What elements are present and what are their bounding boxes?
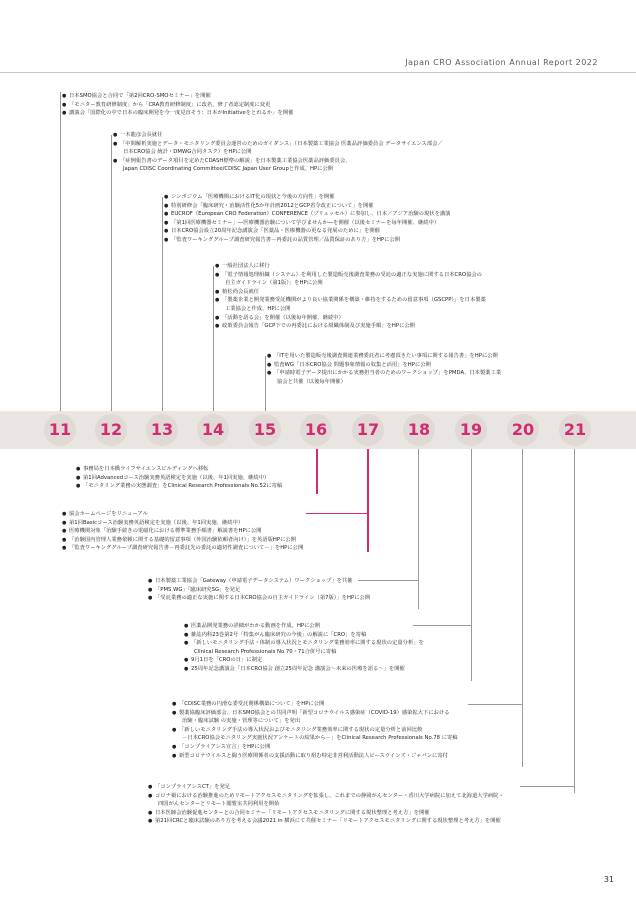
events-2012	[113, 131, 443, 174]
year-2011: 11	[44, 414, 76, 446]
events-2014	[215, 262, 486, 331]
header-divider	[0, 72, 636, 73]
connector-line-2012	[111, 135, 112, 413]
event-item: ● 「コンプライアンス宣言」をHPに公開	[172, 743, 458, 752]
event-item: ● 「症例報告書のデータ項目を定めたCDASH標準の解説」を日本製薬工業協会医薬品評価委員会、	[113, 157, 443, 166]
event-item: ● 特別研修会「臨床研究・治験活性化5か年計画2012とGCP省令改正について」を開催	[164, 202, 450, 211]
events-2019	[184, 622, 424, 674]
event-item-continued: 協会と共催（以後毎年開催）	[277, 378, 346, 385]
event-item: ● 「コンプライアンスCT」を発足	[148, 783, 504, 792]
event-item-continued: 工業協会と作成、HPに公開	[225, 305, 291, 312]
connector-line-2015	[265, 356, 266, 413]
event-item: ● 「監査ワーキンググループ調査研究報告書－再委託先の委託の適切性調査について－」をHPに公開	[62, 544, 303, 553]
event-item: ● 「中間解析実施とデータ・モニタリング委員会運営のためのガイダンス」（日本製薬工業協会 医薬品評価委員会 データサイエンス部会／	[113, 140, 443, 149]
connector-line-2018	[418, 449, 419, 609]
year-2016: 16	[300, 414, 332, 446]
event-item: ● 第1回Basicコース治験実務英語検定を実施（以後、年1回実施、継続中）	[62, 519, 303, 528]
event-item: ● コロナ禍における治験推進のためリモートアクセスモニタリングを拡張し、これまでの静岡がんセンター・香川大学病院に加えて北海道大学病院・	[148, 792, 504, 801]
event-item: ● 植松尚会長就任	[215, 288, 486, 297]
connector-line-2016	[316, 449, 318, 494]
connector-h-2020	[468, 704, 522, 705]
connector-line-2014	[213, 266, 214, 413]
event-item: ● 「ITを用いた製造販売後調査関連業務委託者に考慮頂きたい事項に関する報告書」をHPに公開	[267, 352, 501, 361]
event-item: ● 医薬品開発業務の詳細がわかる動画を作成、HPに公開	[184, 622, 424, 631]
event-item: ● 「治験国内管理人業務依頼に関する基礎的留意事項（外国治験依頼者向け）」を英語版HPに公開	[62, 536, 303, 545]
event-item-continued: 四国がんセンターとリモート閲覧室共同利用を開始	[158, 801, 280, 808]
event-item: ● 「PMS WG」「臨床研究SG」を発足	[148, 586, 370, 595]
event-item: ● 日本SMO協会と合同で「第2回CRO-SMOセミナー」を開催	[62, 92, 293, 101]
connector-line-2011	[60, 92, 61, 413]
events-2021	[148, 783, 504, 826]
event-item-continued: Clinical Research Professionals No.70・71合併号に寄稿	[194, 648, 337, 655]
events-2016	[76, 465, 282, 491]
connector-line-2017	[367, 449, 369, 552]
events-2018	[148, 577, 370, 603]
year-2018: 18	[403, 414, 435, 446]
year-2021: 21	[559, 414, 591, 446]
event-item: ● 25周年記念講演会「日本CRO協会 創立25周年記念 講演会〜未来の医療を語る〜」を開催	[184, 665, 424, 674]
year-2019: 19	[455, 414, 487, 446]
event-item: ● 「新しいモニタリング手法・体制の導入状況とモニタリング業務効率に関する現状の定量分析」を	[184, 639, 424, 648]
year-2014: 14	[197, 414, 229, 446]
connector-line-2013	[162, 197, 163, 413]
event-item: ● 「電子情報処理組織（システム）を利用した製造販売後調査業務の受託の適正な実施に関する日本CRO協会の	[215, 271, 486, 280]
event-item: ● 製薬協臨床評価部会、日本SMO協会との共同声明「新型コロナウイルス感染症（COVID-19）感染拡大下における	[172, 709, 458, 718]
event-item: ● 日本医師会治験促進センターとの合同セミナー「リモートアクセスモニタリングに関する現状整理と考え方」を開催	[148, 809, 504, 818]
events-2017	[62, 510, 303, 553]
connector-h-2021	[520, 786, 574, 787]
event-item: ● 「CDISC業務の円滑な委受託関係構築について」をHPに公開	[172, 700, 458, 709]
connector-h-2017	[306, 513, 367, 514]
event-item: ● 「活動を語る会」を開催（以後毎年開催、継続中）	[215, 314, 486, 323]
event-item: ● 「申請時電子データ提出にかかる実務担当者のためのワークショップ」をPMDA、日本製薬工業	[267, 369, 501, 378]
event-item-continued: Japan CDISC Coordinating Committee/CDISC Japan User Groupと作成、HPに公開	[123, 166, 334, 173]
event-item: ● 一般社団法人に移行	[215, 262, 486, 271]
event-item: ● 雑誌内科23巻第2号「特集がん臨床研究の今後」の解説に「CRO」を寄稿	[184, 631, 424, 640]
event-item: ● 「受託業務の適正な実施に関する日本CRO協会の自主ガイドライン（第7版）」をHPに公開	[148, 594, 370, 603]
event-item: ● EUCROF（European CRO Federation）CONFERENCE（ブリュッセル）に参加し、日本／アジア治験の現状を講演	[164, 210, 450, 219]
event-item: ● 9月1日を「CROの日」に制定	[184, 656, 424, 665]
events-2013	[164, 193, 450, 245]
event-item: ● 「製薬企業と開発業務受託機関がより良い協業関係を構築・維持をするための留意事項（GSCPP）」を日本製薬	[215, 296, 486, 305]
year-2017: 17	[352, 414, 384, 446]
event-item: ● 講演会「国際化の中で日本の臨床開発を今一度見直そう：日本がInitiativeをとれるか」を開催	[62, 109, 293, 118]
event-item: ● 協会ホームページをリニューアル	[62, 510, 303, 519]
event-item: ● 監査WG「日本CRO協会 問題事象情報の収集と活用」をHPに公開	[267, 361, 501, 370]
year-2020: 20	[507, 414, 539, 446]
connector-line-2020	[522, 449, 523, 767]
event-item: ● シンポジウム「医療機関におけるIT化の現状と今後の方向性」を開催	[164, 193, 450, 202]
year-2012: 12	[95, 414, 127, 446]
event-item: ● 「新しいモニタリング手法の導入状況およびモニタリング業務効率に関する現状の定量分析と前回比較	[172, 726, 458, 735]
year-2015: 15	[249, 414, 281, 446]
event-item: ● 新型コロナウイルスと闘う医療関係者の支援活動に取り組む特定非営利活動法人ピースウインズ・ジャパンに寄付	[172, 752, 458, 761]
event-item-continued: 治験・臨床試験 の実施・管理等について」を発出	[182, 718, 301, 725]
event-item: ● 「モニター教育研修制度」から「CRA教育研修制度」に改名、修了者認定制度に変更	[62, 101, 293, 110]
report-title: Japan CRO Association Annual Report 2022	[405, 58, 598, 67]
event-item: ● 第21回CRCと臨床試験のあり方を考える会議2021 in 横浜にて共催セミナー「リモートアクセスモニタリングに関する現状整理と考え方」を開催	[148, 817, 504, 826]
events-2015	[267, 352, 501, 386]
event-item-continued: －日本CRO協会モニタリング実施状況アンケートの結果から－」をClinical Research Professionals No.78 に寄稿	[182, 735, 458, 742]
event-item: ● 「モニタリング業務の実態調査」をClinical Research Professionals No.52に寄稿	[76, 482, 282, 491]
event-item: ● 事務局を日本橋ライフサイエンスビルディングへ移転	[76, 465, 282, 474]
events-2020	[172, 700, 458, 760]
event-item: ● 「監査ワーキンググループ調査研究報告書－再委託の品質管理／品質保証のあり方」をHPに公開	[164, 236, 450, 245]
event-item: ● 医療機関対象「治験手続きの電磁化における標準業務手順書」解説書をHPに公開	[62, 527, 303, 536]
event-item: ● 日本CRO協会設立20周年記念講演会「医薬品・医療機器の更なる発展のために」を開催	[164, 227, 450, 236]
event-item: ● 一木龍彦会長就任	[113, 131, 443, 140]
event-item: ● 日本製薬工業協会「Gateway（申請電子データシステム）ワークショップ」を共催	[148, 577, 370, 586]
event-item: ● 第1回Advancedコース治験実務英語検定を実施（以後、年1回実施、継続中）	[76, 474, 282, 483]
events-2011	[62, 92, 293, 118]
year-2013: 13	[146, 414, 178, 446]
connector-line-2021	[574, 449, 575, 793]
event-item: ● 政策委員会報告「GCP下での再委託における組織体制及び実施手順」をHPに公開	[215, 322, 486, 331]
connector-line-2019	[471, 449, 472, 681]
page-number: 31	[603, 875, 614, 884]
event-item: ● 「第1回医療機器セミナー」―医療機器治験について学びませんか―を開催（以後セミナーを毎年開催、継続中）	[164, 219, 450, 228]
event-item-continued: 自主ガイドライン（第1版）」をHPに公開	[225, 280, 323, 287]
event-item-continued: 日本CRO協会 統計・DMWG合同タスク）をHPに公開	[123, 149, 252, 156]
